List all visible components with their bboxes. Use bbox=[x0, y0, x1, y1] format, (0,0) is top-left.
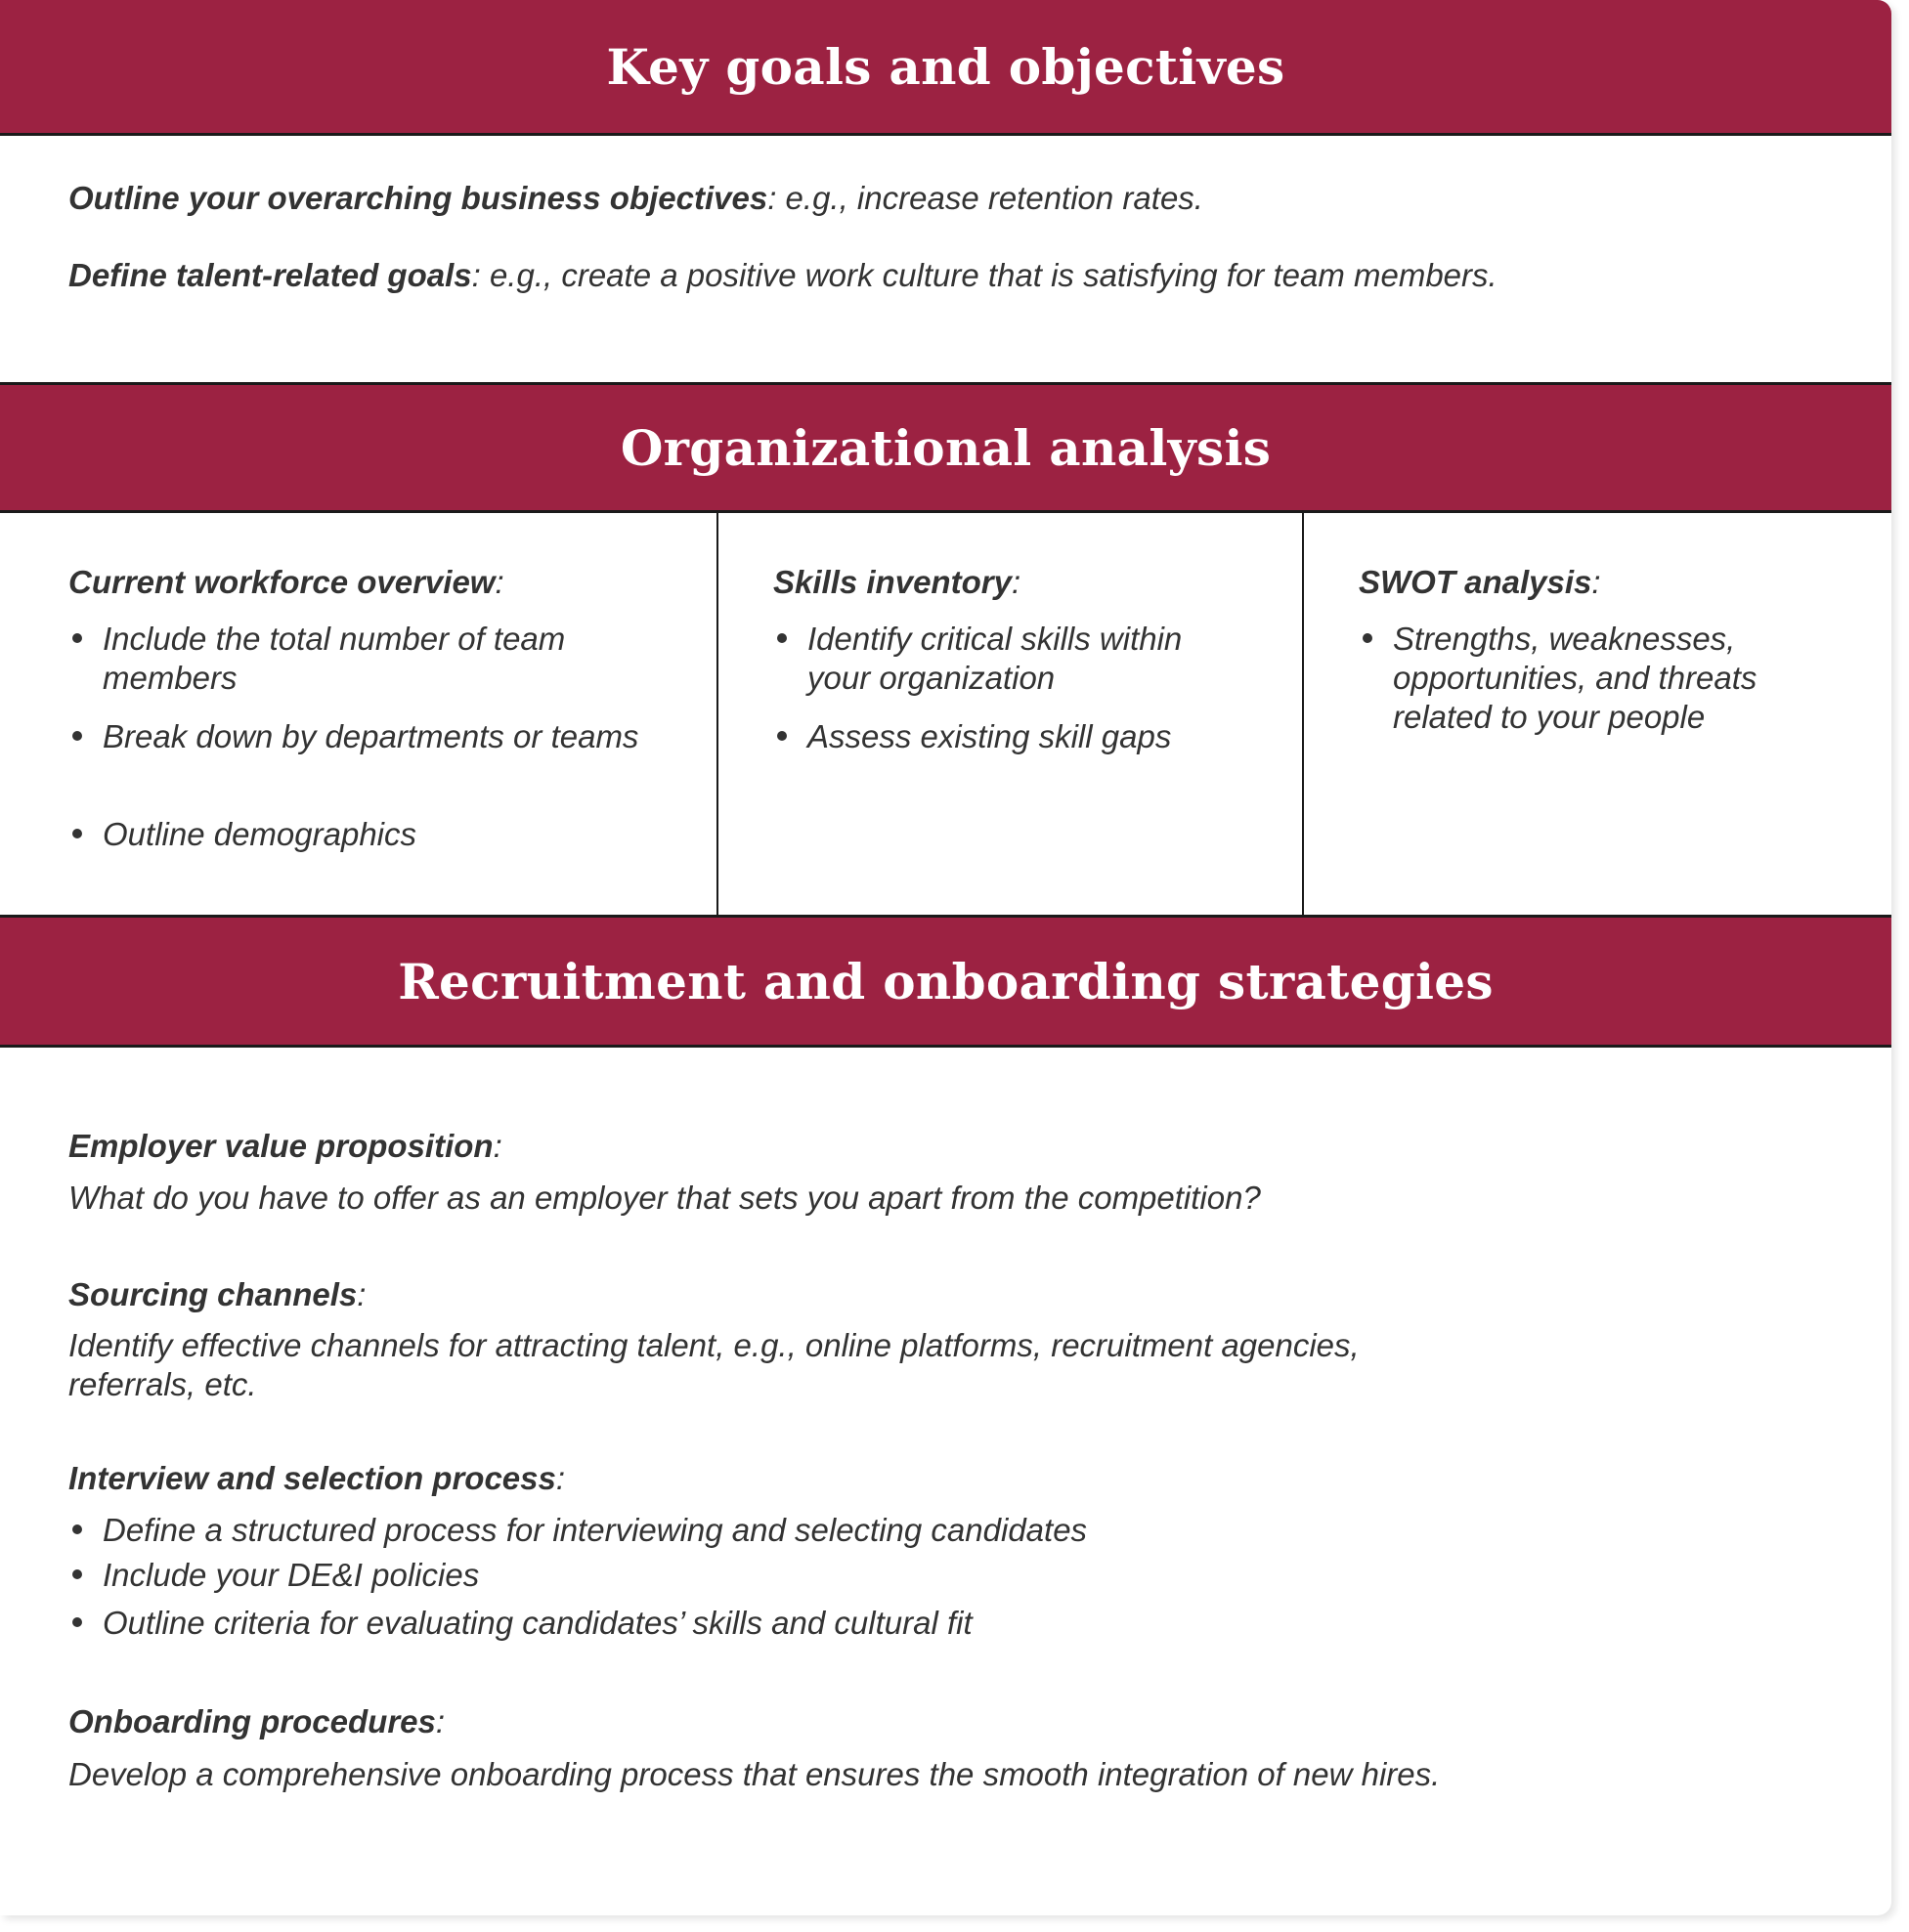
bullet-icon bbox=[1363, 633, 1372, 643]
interview-item: Define a structured process for interviewing and selecting candidates bbox=[103, 1512, 1088, 1548]
bullet-icon bbox=[72, 829, 82, 838]
swot-item: Strengths, weaknesses, opportunities, and threats related to your people bbox=[1393, 621, 1757, 735]
goals-banner bbox=[0, 0, 1891, 134]
talent-goals-text: : e.g., create a positive work culture that is satisfying for team members. bbox=[471, 257, 1497, 293]
interview-item: Include your DE&I policies bbox=[103, 1557, 480, 1593]
org-banner bbox=[0, 385, 1891, 511]
business-objectives-text: : e.g., increase retention rates. bbox=[767, 180, 1203, 216]
org-banner-rule bbox=[0, 510, 1891, 513]
recruit-banner bbox=[0, 918, 1891, 1046]
interview-heading: Interview and selection process: bbox=[68, 1460, 566, 1496]
org-title: Organizational analysis bbox=[620, 419, 1272, 477]
talent-goals-label: Define talent-related goals bbox=[68, 257, 472, 293]
evp-text: What do you have to offer as an employer that sets you apart from the competition? bbox=[68, 1180, 1261, 1216]
column-divider-2 bbox=[1302, 512, 1304, 916]
onboarding-text: Develop a comprehensive onboarding process that ensures the smooth integration of new hires. bbox=[68, 1756, 1441, 1792]
recruit-title: Recruitment and onboarding strategies bbox=[398, 953, 1494, 1010]
workforce-item: Include the total number of team members bbox=[103, 621, 566, 696]
workforce-item: Outline demographics bbox=[103, 816, 417, 852]
bullet-icon bbox=[72, 633, 82, 643]
bullet-icon bbox=[72, 1524, 82, 1534]
skills-item: Identify critical skills within your organization bbox=[807, 621, 1183, 696]
bullet-icon bbox=[72, 731, 82, 741]
interview-item: Outline criteria for evaluating candidates’ skills and cultural fit bbox=[103, 1605, 973, 1641]
bullet-icon bbox=[72, 1569, 82, 1579]
bullet-icon bbox=[777, 731, 787, 741]
talent-goals-line bbox=[68, 256, 1497, 295]
skills-item: Assess existing skill gaps bbox=[807, 718, 1172, 754]
workforce-item: Break down by departments or teams bbox=[103, 718, 639, 754]
business-objectives-line bbox=[68, 179, 1203, 218]
onboarding-heading: Onboarding procedures: bbox=[68, 1703, 446, 1739]
sourcing-text-line1: Identify effective channels for attracting talent, e.g., online platforms, recruitment agencies, bbox=[68, 1327, 1360, 1363]
business-objectives-label: Outline your overarching business objectives bbox=[68, 180, 768, 216]
recruit-banner-rule bbox=[0, 1045, 1891, 1048]
goals-title: Key goals and objectives bbox=[606, 38, 1285, 96]
swot-heading: SWOT analysis: bbox=[1359, 564, 1601, 600]
skills-heading: Skills inventory: bbox=[773, 564, 1021, 600]
sourcing-text-line2: referrals, etc. bbox=[68, 1366, 257, 1402]
sourcing-heading: Sourcing channels: bbox=[68, 1276, 367, 1312]
column-divider-1 bbox=[716, 512, 718, 916]
workforce-heading: Current workforce overview: bbox=[68, 564, 504, 600]
bullet-icon bbox=[777, 633, 787, 643]
evp-heading: Employer value proposition: bbox=[68, 1128, 502, 1164]
bullet-icon bbox=[72, 1617, 82, 1627]
goals-banner-rule bbox=[0, 133, 1891, 136]
